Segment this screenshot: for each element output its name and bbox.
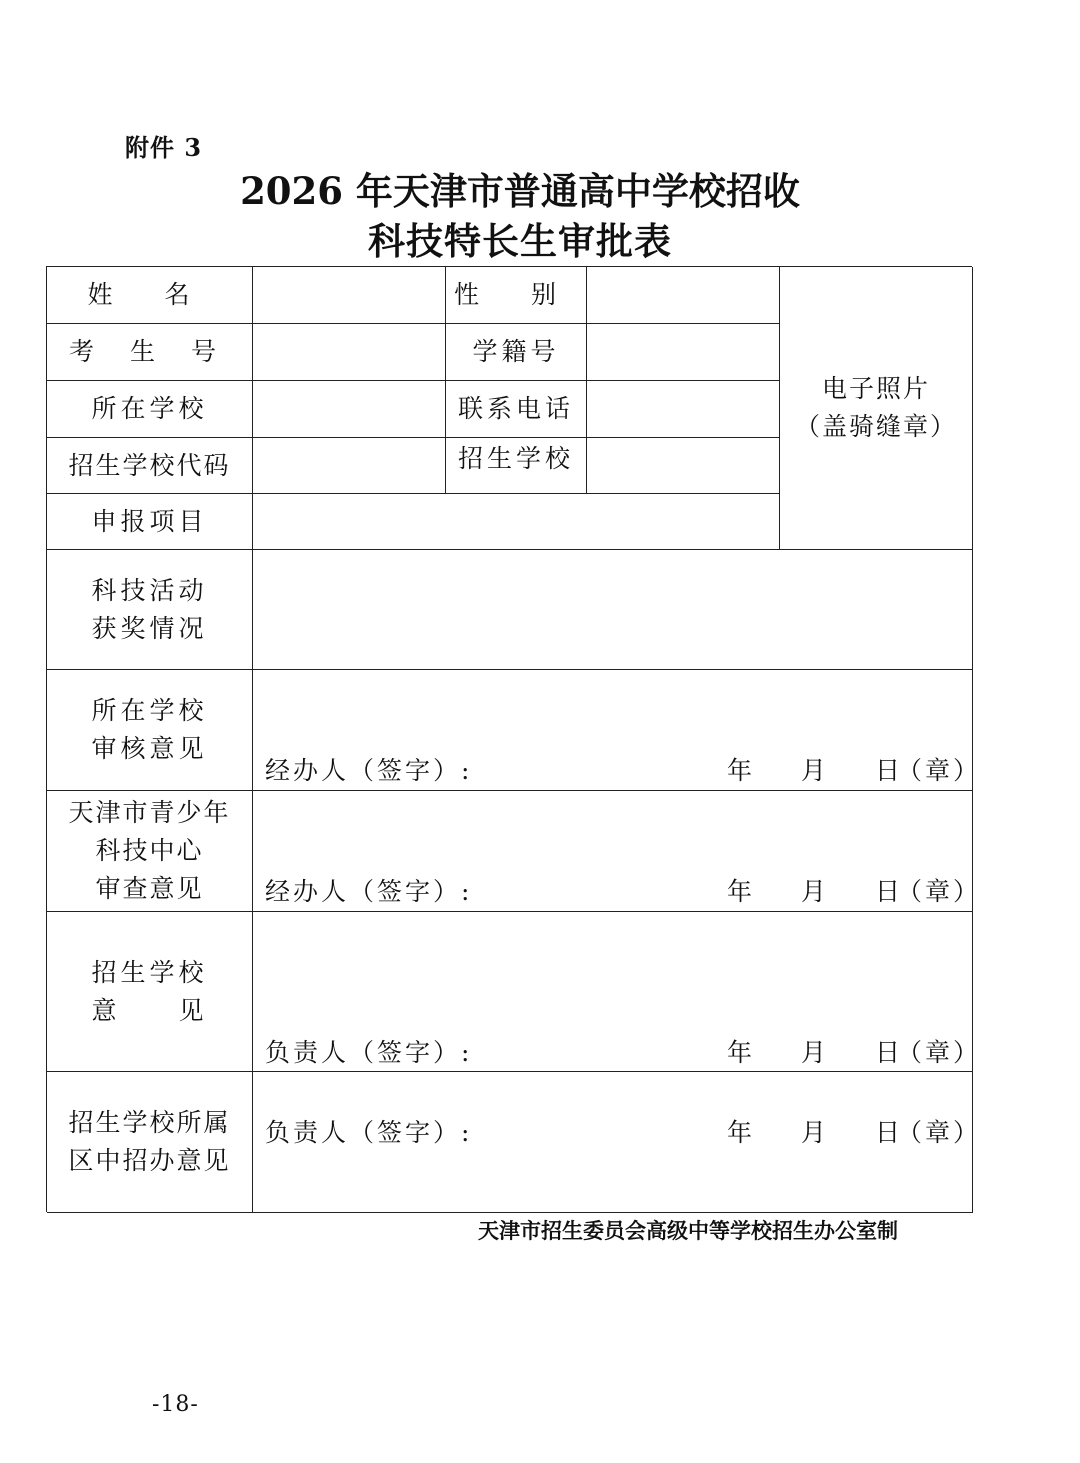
admission-opinion-label-cell <box>47 912 253 1072</box>
admission-school-field[interactable] <box>587 438 780 494</box>
admission-opinion-field[interactable] <box>253 912 982 1072</box>
district-opinion-field[interactable] <box>253 1072 982 1213</box>
project-label: 申报项目 <box>91 506 208 536</box>
student-id-label-cell <box>446 324 587 381</box>
day-label: 日 <box>875 756 901 785</box>
gender-label-cell <box>446 267 587 324</box>
admission-opinion-label: 招生学校 意 见 <box>91 957 208 1025</box>
exam-no-label: 考 生 号 <box>69 337 230 366</box>
youth-center-label: 天津市青少年 科技中心 审查意见 <box>68 798 231 903</box>
operator-signature-label: 经办人（签字）: <box>265 877 473 906</box>
responsible-signature-label: 负责人（签字）: <box>265 1038 473 1067</box>
name-label: 姓 名 <box>87 280 212 309</box>
day-label: 日 <box>875 1038 901 1067</box>
year-label: 年 <box>727 877 753 906</box>
gender-field[interactable] <box>587 267 780 324</box>
page-number: -18- <box>152 1392 199 1417</box>
name-field[interactable] <box>253 267 446 324</box>
awards-field[interactable] <box>253 550 973 670</box>
district-opinion-label-cell <box>47 1072 253 1213</box>
day-label: 日 <box>875 877 901 906</box>
form-title-line2: 科技特长生审批表 <box>368 219 672 263</box>
phone-field[interactable] <box>587 381 780 438</box>
photo-area[interactable] <box>780 267 973 550</box>
name-label-cell <box>47 267 253 324</box>
school-field[interactable] <box>253 381 446 438</box>
stamp-label: （章） <box>897 877 982 906</box>
exam-no-field[interactable] <box>253 324 446 381</box>
operator-signature-label: 经办人（签字）: <box>265 756 473 785</box>
admission-code-label-cell <box>47 438 253 494</box>
phone-label-cell <box>446 381 587 438</box>
attachment-label: 附件 3 <box>125 133 203 162</box>
awards-label-cell <box>47 550 253 670</box>
phone-label: 联系电话 <box>457 394 574 423</box>
admission-code-label: 招生学校代码 <box>68 450 231 480</box>
school-label-cell <box>47 381 253 438</box>
month-label: 月 <box>801 1038 827 1067</box>
admission-school-label: 招生学校 <box>457 444 574 473</box>
year-label: 年 <box>727 756 753 785</box>
school-label: 所在学校 <box>91 394 208 423</box>
admission-code-field[interactable] <box>253 438 446 494</box>
youth-center-field[interactable] <box>253 791 982 912</box>
student-id-field[interactable] <box>587 324 780 381</box>
month-label: 月 <box>801 756 827 785</box>
district-opinion-label: 招生学校所属 区中招办意见 <box>68 1108 231 1175</box>
year-label: 年 <box>727 1038 753 1067</box>
awards-label: 科技活动 获奖情况 <box>91 575 208 643</box>
responsible-signature-label: 负责人（签字）: <box>265 1118 473 1147</box>
day-label: 日 <box>875 1118 901 1147</box>
student-id-label: 学籍号 <box>472 337 560 366</box>
exam-no-label-cell <box>47 324 253 381</box>
stamp-label: （章） <box>897 1038 982 1067</box>
stamp-label: （章） <box>897 1118 982 1147</box>
stamp-label: （章） <box>897 756 982 785</box>
form-title-line1: 2026 年天津市普通高中学校招收 <box>240 169 800 213</box>
photo-label: 电子照片 （盖骑缝章） <box>794 374 957 441</box>
month-label: 月 <box>801 1118 827 1147</box>
approval-form-table <box>46 266 982 1212</box>
youth-center-label-cell <box>47 791 253 912</box>
month-label: 月 <box>801 877 827 906</box>
school-review-label: 所在学校 审核意见 <box>91 696 208 763</box>
year-label: 年 <box>727 1118 753 1147</box>
admission-school-label-cell <box>446 438 587 494</box>
issuer-footer: 天津市招生委员会高级中等学校招生办公室制 <box>478 1219 898 1243</box>
project-label-cell <box>47 494 253 550</box>
project-field[interactable] <box>253 494 780 550</box>
school-review-label-cell <box>47 670 253 791</box>
school-review-field[interactable] <box>253 670 982 791</box>
gender-label: 性 别 <box>454 280 578 309</box>
